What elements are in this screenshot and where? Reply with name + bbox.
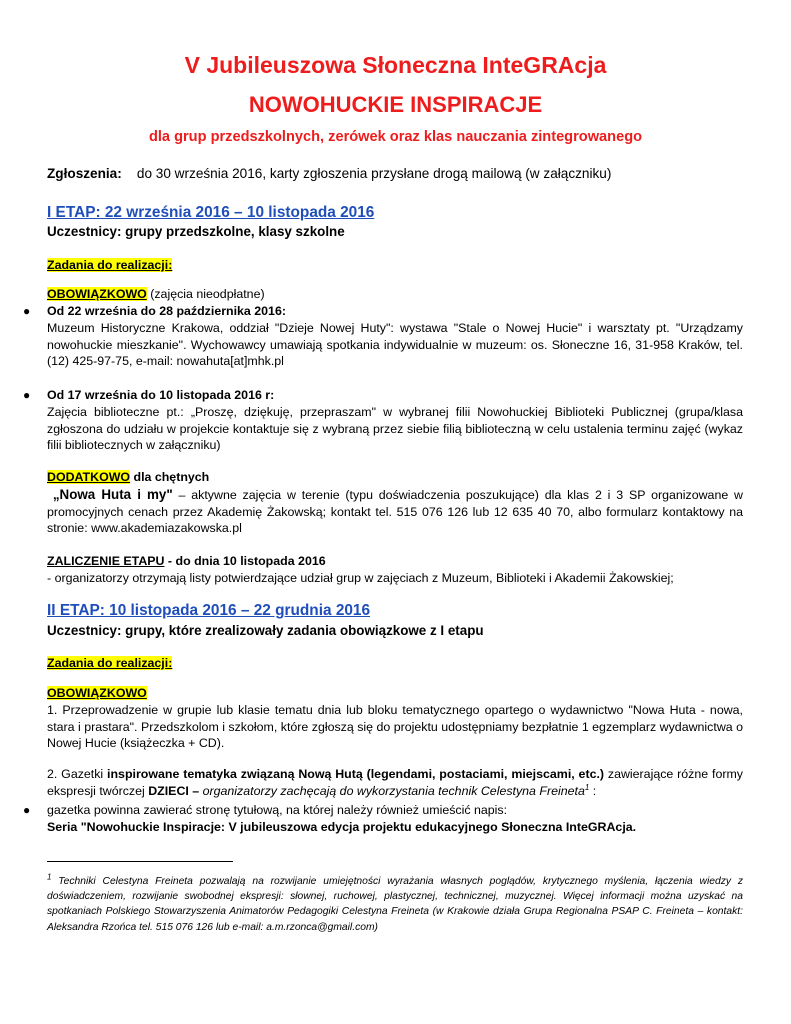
stage1-tasks [47,257,743,274]
stage2-mandatory-label: OBOWIĄZKOWO [47,686,147,700]
stage2-heading: II ETAP: 10 listopada 2016 – 22 grudnia 2016 [47,602,371,619]
stage2-point1: 1. Przeprowadzenie w grupie lub klasie tematu dnia lub bloku tematycznego opartego o wydawnictwo "Nowa Huta - nowa, stara i prastara". Przedszkolom i szkołom, które zgłoszą się do projektu udostępniamy bezpłatnie 1 egzemplarz wydawnictwa o Nowej Hucie (książeczka + CD). [47,703,743,751]
footnote [47,874,743,935]
bullet-icon: ● [23,803,31,817]
stage1-optional-label: DODATKOWO [47,470,131,484]
stage1-completion-label: ZALICZENIE ETAPU [47,554,165,568]
stage2-mandatory [47,685,743,702]
footnote-number: 1 [47,872,52,882]
stage2-point2-italic: organizatorzy zachęcają do wykorzystania technik Celestyna Freineta [199,783,585,798]
stage2-tasks [47,655,743,672]
stage1-optional-suffix: dla chętnych [130,470,210,484]
stage1-optional-description: – aktywne zajęcia w terenie (typu doświadczenia poszukujące) dla klas 2 i 3 SP organizowane w promocyjnych cenach przez Akademię Żakowską; kontakt tel. 515 076 126 lub 12 635 40 70, albo formularz kontaktowy na stronie: www.akademiazakowska.pl [47,488,744,536]
footnote-ref[interactable]: 1 [584,782,590,792]
bullet-icon: ● [23,304,31,318]
stage2-point2-mid: zawierające różne formy ekspresji twórczej [47,767,743,798]
stage2-point2 [47,766,743,799]
stage2-participants: Uczestnicy: grupy, które zrealizowały zadania obowiązkowe z I etapu [47,623,484,638]
stage1-mandatory [47,286,743,303]
stage1-tasks-label: Zadania do realizacji: [47,258,173,272]
stage2-tasks-label: Zadania do realizacji: [47,656,173,670]
stage1-completion [47,553,743,570]
stage1-heading: I ETAP: 22 września 2016 – 10 listopada 2016 [47,204,375,221]
stage1-mandatory-label: OBOWIĄZKOWO [47,287,147,301]
registration-line [47,165,611,183]
stage1-mandatory-note: (zajęcia nieodpłatne) [146,287,265,301]
stage1-item2-text: Zajęcia biblioteczne pt.: „Proszę, dziękuję, przepraszam" w wybranej filii Nowohuckiej Biblioteki Publicznej (grupa/klasa zgłoszona do udziału w projekcie kontaktuje się z wybraną przez siebie filią biblioteczną w celu ustalenia terminu zajęć (wykaz filii bibliotecznych w załączniku) [47,405,743,453]
bullet-icon: ● [23,388,31,402]
stage1-item1-text: Muzeum Historyczne Krakowa, oddział "Dzieje Nowej Huty": wystawa "Stale o Nowej Hucie" i warsztaty pt. "Urządzamy nowohuckie mieszkanie". Wychowawcy umawiają spotkania indywidualnie w muzeum: os. Słoneczne 16, 31-958 Kraków, tel. (12) 425-97-75, e-mail: nowahuta[at]mhk.pl [47,321,743,369]
stage1-item2-date: Od 17 września do 10 listopada 2016 r: [47,388,275,402]
registration-text: do 30 września 2016, karty zgłoszenia przysłane drogą mailową (w załączniku) [136,166,612,181]
document-subtitle: dla grup przedszkolnych, zerówek oraz klas nauczania zintegrowanego [148,129,643,145]
footnote-text: Techniki Celestyna Freineta pozwalają na rozwijanie umiejętności wyrażania własnych poglądów, krytycznego myślenia, łączenia wiedzy z doświadczeniem, rozwijanie swobodnej ekspresji: słownej, ruchowej, plastycznej, technicznej, muzycznej. Więcej informacji można uzyskać na spotkaniach Polskiego Stowarzyszenia Animatorów Pedagogiki Celestyna Freineta (w Krakowie działa Grupa Regionalna PSAP C. Freineta – kontakt: Aleksandra Rzońca tel. 515 076 126 lub e-mail: a.m.rzonca@gmail.com) [47,876,743,933]
stage2-point2-dzieci: DZIECI – [148,783,200,798]
document-title: V Jubileuszowa Słoneczna InteGRAcja [184,52,607,78]
stage1-optional-title: „Nowa Huta i my" [52,487,173,502]
stage1-optional-text [47,487,743,537]
stage1-optional [47,469,743,486]
stage1-participants: Uczestnicy: grupy przedszkolne, klasy szkolne [47,224,345,239]
stage1-completion-date: - do dnia 10 listopada 2016 [164,554,326,568]
stage2-point2-prefix: 2. Gazetki [47,767,108,781]
stage1-completion-text: - organizatorzy otrzymają listy potwierdzające udział grup w zajęciach z Muzeum, Biblioteki i Akademii Żakowskiej; [47,571,674,585]
stage1-item1-date: Od 22 września do 28 października 2016: [47,304,286,318]
stage2-point2-end: : [589,783,597,798]
footnote-divider [47,861,233,862]
registration-label: Zgłoszenia: [47,166,122,181]
stage2-bullet-text: gazetka powinna zawierać stronę tytułową, na której należy również umieścić napis: [47,803,508,817]
stage2-point2-bold: inspirowane tematyka związaną Nową Hutą (legendami, postaciami, miejscami, etc.) [107,767,605,781]
stage2-series-text: Seria "Nowohuckie Inspiracje: V jubileuszowa edycja projektu edukacyjnego Słoneczna InteGRAcja. [47,820,637,834]
document-subtitle-main: NOWOHUCKIE INSPIRACJE [248,92,543,117]
